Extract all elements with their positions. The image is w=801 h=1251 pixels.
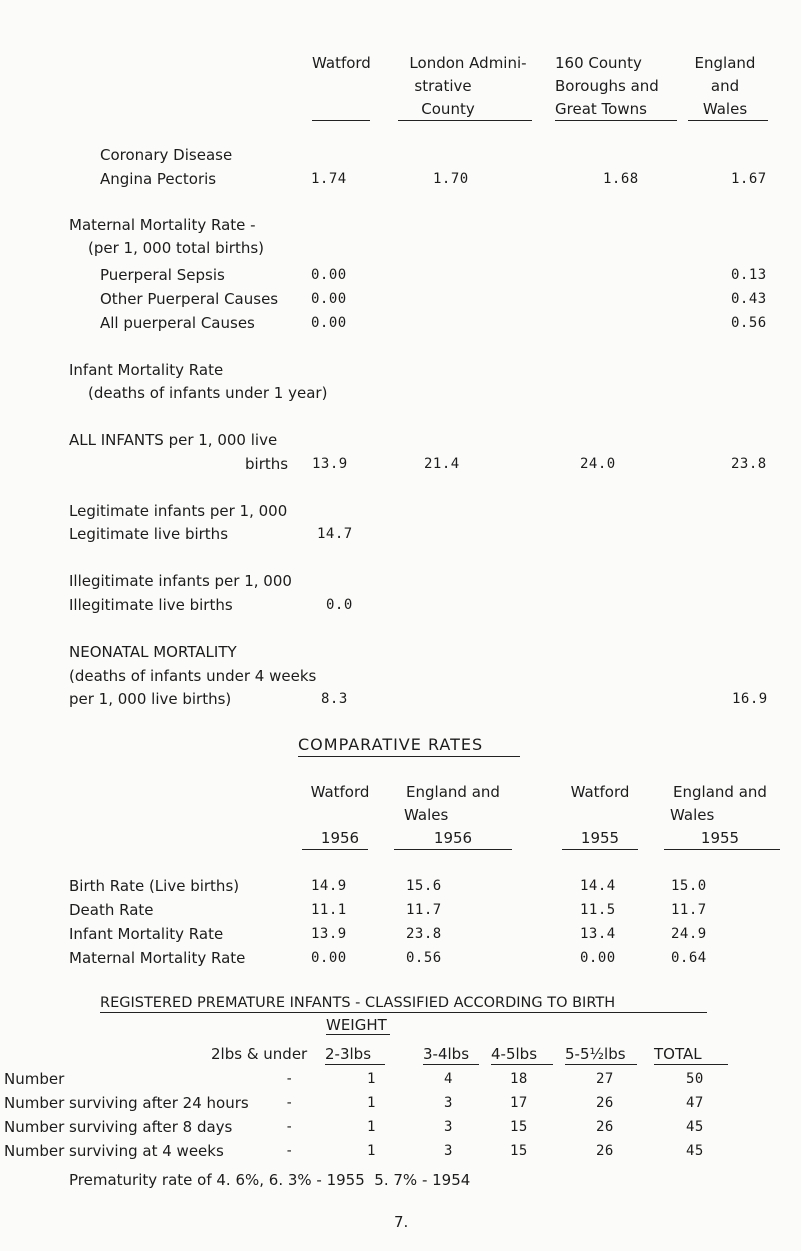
all-infants-boroughs: 24.0 [580, 456, 616, 472]
infant-mortality-sublabel: (deaths of infants under 1 year) [88, 384, 328, 402]
comp-row-label: Infant Mortality Rate [69, 925, 224, 943]
illegitimate-watford: 0.0 [326, 597, 353, 613]
comp-row-label: Death Rate [69, 901, 154, 919]
comp-col2-line3: 1956 [433, 829, 473, 847]
col-header-london-line1: London Admini- [409, 54, 527, 72]
prematurity-rate-footnote: Prematurity rate of 4. 6%, 6. 3% - 1955 5. 7% - 1954 [69, 1171, 471, 1189]
legitimate-label: Legitimate infants per 1, 000 [69, 502, 288, 520]
premature-cell: 45 [686, 1143, 704, 1159]
premature-col-header: 3-4lbs [423, 1045, 470, 1063]
angina-england: 1.67 [731, 171, 767, 187]
comp-row-value: 11.7 [406, 902, 442, 918]
comparative-title-rule [298, 756, 520, 757]
premature-row-label: Number surviving after 24 hours [4, 1094, 249, 1112]
comp-header-rule-2 [394, 849, 512, 850]
comp-col4-line2: Wales [670, 806, 715, 824]
maternal-sublabel: (per 1, 000 total births) [88, 239, 264, 257]
col-header-watford: Watford [312, 54, 371, 72]
comp-col1-line1: Watford [310, 783, 370, 801]
all-infants-england: 23.8 [731, 456, 767, 472]
comp-row-value: 0.64 [671, 950, 707, 966]
premature-row-label: Number surviving after 8 days [4, 1118, 233, 1136]
comp-header-rule-4 [664, 849, 780, 850]
other-puerperal-watford: 0.00 [311, 291, 347, 307]
legitimate-watford: 14.7 [317, 526, 353, 542]
premature-cell: 17 [510, 1095, 528, 1111]
premature-col-header: 2-3lbs [325, 1045, 372, 1063]
all-infants-label-births: births [245, 455, 289, 473]
premature-cell: 1 [367, 1119, 376, 1135]
premature-cell: 3 [444, 1095, 453, 1111]
premature-cell: 3 [444, 1119, 453, 1135]
all-infants-watford: 13.9 [312, 456, 348, 472]
all-puerperal-england: 0.56 [731, 315, 767, 331]
comp-col2-line1: England and [406, 783, 500, 801]
premature-col-header: TOTAL [654, 1045, 702, 1063]
premature-cell: 26 [596, 1095, 614, 1111]
angina-london: 1.70 [433, 171, 469, 187]
comp-row-value: 23.8 [406, 926, 442, 942]
neonatal-england: 16.9 [732, 691, 768, 707]
comp-row-value: 11.1 [311, 902, 347, 918]
premature-cell: 1 [367, 1143, 376, 1159]
premature-cell: 18 [510, 1071, 528, 1087]
all-infants-label: ALL INFANTS per 1, 000 live [69, 431, 278, 449]
col-header-london-line2: strative [414, 77, 472, 95]
premature-cell: 4 [444, 1071, 453, 1087]
premature-cell: - [285, 1071, 294, 1087]
premature-cell: 45 [686, 1119, 704, 1135]
all-infants-london: 21.4 [424, 456, 460, 472]
premature-col-header: 4-5lbs [491, 1045, 538, 1063]
comp-header-rule-3 [562, 849, 638, 850]
premature-col-rule [491, 1064, 553, 1065]
premature-cell: 27 [596, 1071, 614, 1087]
premature-cell: 3 [444, 1143, 453, 1159]
neonatal-sublabel-2: per 1, 000 live births) [69, 690, 232, 708]
comp-row-value: 13.9 [311, 926, 347, 942]
premature-cell: 1 [367, 1095, 376, 1111]
premature-cell: 50 [686, 1071, 704, 1087]
premature-title-rule [100, 1012, 707, 1013]
comp-row-value: 0.00 [311, 950, 347, 966]
premature-row-label: Number [4, 1070, 65, 1088]
col-header-england-line1: England [694, 54, 756, 72]
premature-cell: 26 [596, 1143, 614, 1159]
premature-row-label: Number surviving at 4 weeks [4, 1142, 224, 1160]
comp-col1-line3: 1956 [320, 829, 360, 847]
premature-col-header: 5-5½lbs [565, 1045, 626, 1063]
puerperal-sepsis-watford: 0.00 [311, 267, 347, 283]
illegitimate-sublabel: Illegitimate live births [69, 596, 233, 614]
comp-row-label: Maternal Mortality Rate [69, 949, 246, 967]
premature-col-rule [654, 1064, 728, 1065]
other-puerperal-england: 0.43 [731, 291, 767, 307]
all-puerperal-label: All puerperal Causes [100, 314, 255, 332]
comp-row-value: 15.0 [671, 878, 707, 894]
premature-col-rule [565, 1064, 637, 1065]
premature-cell: - [285, 1095, 294, 1111]
premature-weight-rule [326, 1034, 390, 1035]
comp-row-value: 0.00 [580, 950, 616, 966]
premature-cell: 1 [367, 1071, 376, 1087]
puerperal-sepsis-label: Puerperal Sepsis [100, 266, 225, 284]
header-rule-london [398, 120, 532, 121]
comp-row-value: 14.9 [311, 878, 347, 894]
puerperal-sepsis-england: 0.13 [731, 267, 767, 283]
col-header-england-line2: and [710, 77, 740, 95]
all-puerperal-watford: 0.00 [311, 315, 347, 331]
premature-col-rule [325, 1064, 385, 1065]
col-header-boroughs-line3: Great Towns [555, 100, 647, 118]
other-puerperal-label: Other Puerperal Causes [100, 290, 279, 308]
premature-cell: 26 [596, 1119, 614, 1135]
comp-col4-line1: England and [673, 783, 767, 801]
premature-cell: 15 [510, 1143, 528, 1159]
legitimate-sublabel: Legitimate live births [69, 525, 229, 543]
page-number: 7. [394, 1213, 409, 1231]
premature-cell: - [285, 1119, 294, 1135]
comp-row-value: 24.9 [671, 926, 707, 942]
premature-cell: 47 [686, 1095, 704, 1111]
comp-header-rule-1 [302, 849, 368, 850]
comp-row-value: 0.56 [406, 950, 442, 966]
angina-boroughs: 1.68 [603, 171, 639, 187]
premature-col-header: 2lbs & under [211, 1045, 308, 1063]
comp-row-value: 15.6 [406, 878, 442, 894]
premature-col-rule [423, 1064, 479, 1065]
comp-col4-line3: 1955 [700, 829, 740, 847]
neonatal-watford: 8.3 [321, 691, 348, 707]
maternal-label: Maternal Mortality Rate - [69, 216, 256, 234]
comparative-rates-title: COMPARATIVE RATES [298, 735, 484, 754]
angina-label: Angina Pectoris [100, 170, 217, 188]
premature-title: REGISTERED PREMATURE INFANTS - CLASSIFIED ACCORDING TO BIRTH [100, 995, 616, 1011]
col-header-boroughs-line1: 160 County [555, 54, 642, 72]
coronary-label: Coronary Disease [100, 146, 233, 164]
comp-row-value: 13.4 [580, 926, 616, 942]
header-rule-boroughs [555, 120, 677, 121]
col-header-boroughs-line2: Boroughs and [555, 77, 659, 95]
header-rule-england [688, 120, 768, 121]
comp-row-value: 11.5 [580, 902, 616, 918]
infant-mortality-label: Infant Mortality Rate [69, 361, 224, 379]
comp-col3-line1: Watford [570, 783, 630, 801]
comp-col2-line2: Wales [404, 806, 449, 824]
comp-row-label: Birth Rate (Live births) [69, 877, 240, 895]
col-header-london-line3: County [421, 100, 475, 118]
header-rule-watford [312, 120, 370, 121]
comp-row-value: 14.4 [580, 878, 616, 894]
comp-row-value: 11.7 [671, 902, 707, 918]
premature-cell: - [285, 1143, 294, 1159]
premature-cell: 15 [510, 1119, 528, 1135]
illegitimate-label: Illegitimate infants per 1, 000 [69, 572, 292, 590]
angina-watford: 1.74 [311, 171, 347, 187]
col-header-england-line3: Wales [702, 100, 748, 118]
premature-title-weight: WEIGHT [326, 1016, 387, 1034]
neonatal-sublabel: (deaths of infants under 4 weeks [69, 667, 317, 685]
comp-col3-line3: 1955 [580, 829, 620, 847]
neonatal-label: NEONATAL MORTALITY [69, 643, 237, 661]
